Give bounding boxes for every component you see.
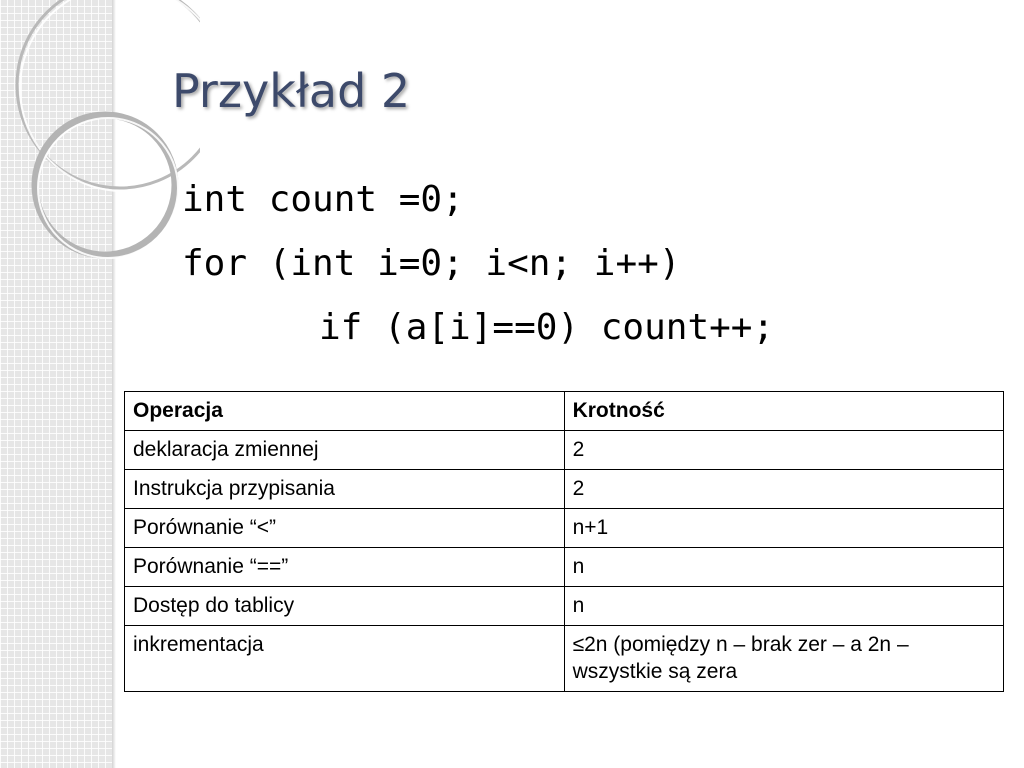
- multiplicity-cell: 2: [564, 470, 1003, 509]
- operation-cell: Porównanie “<”: [125, 509, 565, 548]
- table-row: [125, 587, 1004, 626]
- operation-cell: inkrementacja: [125, 626, 565, 692]
- table-row: [125, 470, 1004, 509]
- multiplicity-cell: n: [564, 548, 1003, 587]
- column-header-operation: Operacja: [125, 392, 565, 431]
- code-line: int count =0;: [182, 179, 464, 220]
- multiplicity-cell: n: [564, 587, 1003, 626]
- operations-table: [124, 391, 1004, 692]
- column-header-multiplicity: Krotność: [564, 392, 1003, 431]
- operation-cell: deklaracja zmiennej: [125, 431, 565, 470]
- multiplicity-cell: ≤2n (pomiędzy n – brak zer – a 2n – wszystkie są zera: [564, 626, 1003, 692]
- table-row: [125, 431, 1004, 470]
- code-line: for (int i=0; i<n; i++): [182, 243, 681, 284]
- table-row: [125, 509, 1004, 548]
- side-band-edge: [112, 0, 116, 768]
- code-line-indented: if (a[i]==0) count++;: [319, 307, 775, 348]
- operation-cell: Dostęp do tablicy: [125, 587, 565, 626]
- table-row: [125, 626, 1004, 692]
- multiplicity-cell: 2: [564, 431, 1003, 470]
- multiplicity-cell: n+1: [564, 509, 1003, 548]
- operation-cell: Porównanie “==”: [125, 548, 565, 587]
- code-block: [182, 168, 774, 360]
- table-row: [125, 548, 1004, 587]
- side-grid-band: [0, 0, 112, 768]
- operation-cell: Instrukcja przypisania: [125, 470, 565, 509]
- table-header-row: [125, 392, 1004, 431]
- page-title: Przykład 2: [172, 64, 411, 118]
